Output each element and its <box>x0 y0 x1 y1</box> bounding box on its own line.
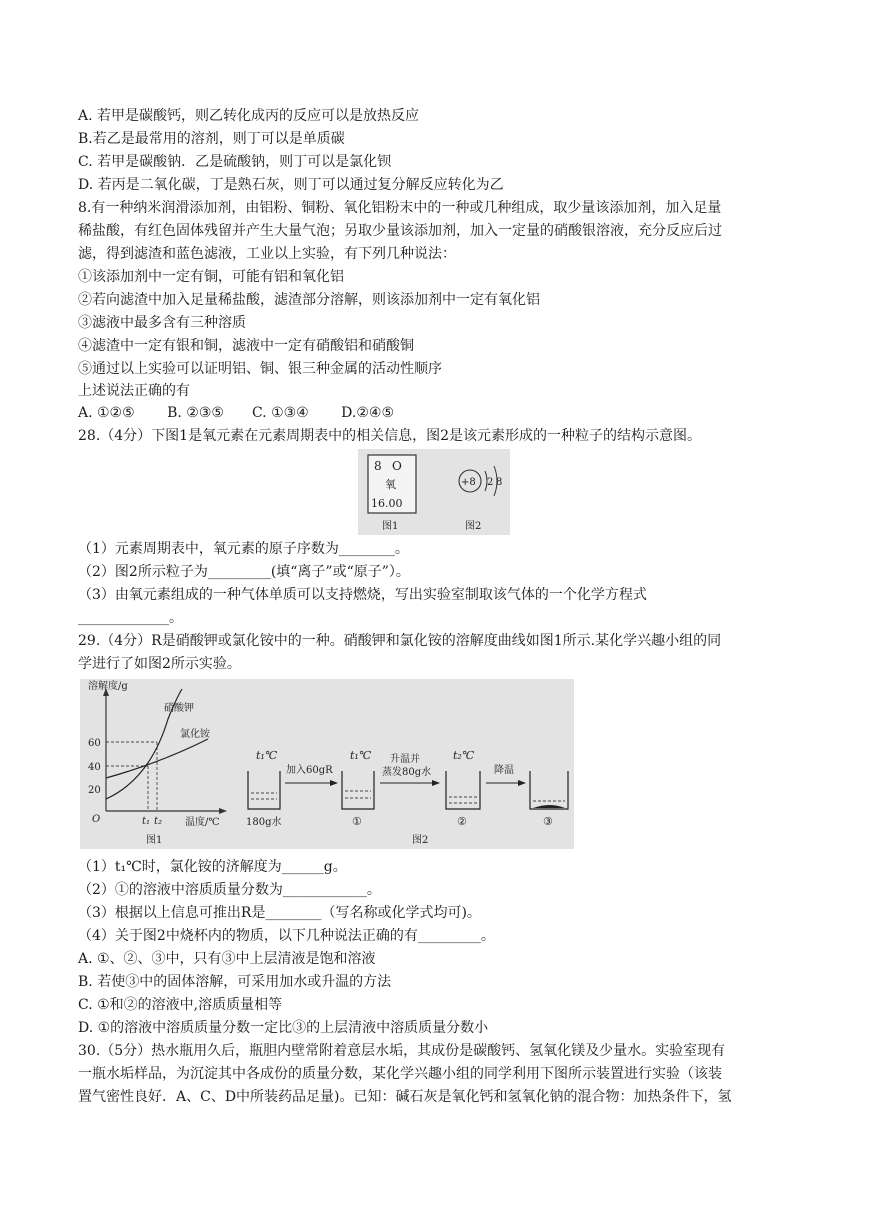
q8-stem-line1: 8.有一种纳米润滑添加剂，由铝粉、铜粉、氧化铝粉末中的一种或几种组成，取少量该添加剂，加入足量 <box>78 200 722 216</box>
q8-statement-2: ②若向滤渣中加入足量稀盐酸，滤渣部分溶解，则该添加剂中一定有氧化铝 <box>78 292 540 308</box>
q29-part1: （1）t₁℃时，氯化铵的济解度为______g。 <box>78 859 347 875</box>
q8-stem-line3: 滤，得到滤渣和蓝色滤液，工业以上实验，有下列几种说法： <box>78 246 456 262</box>
x-axis-arrow <box>219 808 227 814</box>
figure-1-caption: 图1 <box>146 835 163 846</box>
q7-option-d: D. 若丙是二氧化碳，丁是熟石灰，则丁可以通过复分解反应转化为乙 <box>78 177 504 193</box>
step-1-label: 加入60gR <box>286 765 333 776</box>
q29-part2: （2）①的溶液中溶质质量分数为____________。 <box>78 882 381 898</box>
x-axis-label: 温度/℃ <box>185 817 220 828</box>
q28-part2: （2）图2所示粒子为_________(填“离子”或“原子”）。 <box>78 564 410 580</box>
q29-option-d: D. ①的溶液中溶质质量分数一定比③的上层清液中溶质质量分数小 <box>78 1020 489 1036</box>
q30-line3: 置气密性良好．A、C、D中所装药品足量)。已知：碱石灰是氧化钙和氢氧化钠的混合物：加热条件下，氢 <box>78 1089 732 1105</box>
q7-option-c: C. 若甲是碳酸钠．乙是硫酸钠，则丁可以是氯化钡 <box>78 154 392 170</box>
figure-2-caption: 图2 <box>412 835 429 846</box>
shell-2-electrons: 8 <box>496 477 503 488</box>
temp-label-start: t₁℃ <box>256 749 278 762</box>
tick-t2: t₂ <box>154 816 163 827</box>
element-symbol: O <box>392 459 402 473</box>
q29-option-a: A. ①、②、③中，只有③中上层清液是饱和溶液 <box>78 951 376 967</box>
beaker-3-precipitate <box>533 805 565 808</box>
nucleus-charge: +8 <box>461 477 476 488</box>
y-axis-label: 溶解度/g <box>88 681 128 692</box>
q29-figure <box>80 679 574 849</box>
q28-stem: 28.（4分）下图1是氧元素在元素周期表中的相关信息，图2是该元素形成的一种粒子的结构示意图。 <box>78 428 701 444</box>
q8-statement-1: ①该添加剂中一定有铜，可能有铝和氧化铝 <box>78 269 344 285</box>
beaker-start <box>248 771 280 809</box>
figure-2-caption: 图2 <box>465 521 482 532</box>
temp-label-1: t₁℃ <box>350 749 372 762</box>
q30-line1: 30.（5分）热水瓶用久后，瓶胆内壁常附着意层水垢，其成份是碳酸钙、氢氧化镁及少量水。实验室现有 <box>78 1043 726 1059</box>
q28-part1: （1）元素周期表中，氧元素的原子序数为________。 <box>78 541 409 557</box>
q28-figure-svg <box>358 449 510 535</box>
q8-statement-5: ⑤通过以上实验可以证明铝、铜、银三种金属的活动性顺序 <box>78 361 442 377</box>
q7-option-b: B.若乙是最常用的溶剂，则丁可以是单质碳 <box>78 131 345 147</box>
beaker-3 <box>530 771 568 809</box>
beaker-start-label: 180g水 <box>246 817 282 828</box>
temp-label-2: t₂℃ <box>453 749 475 762</box>
q8-statement-3: ③滤液中最多含有三种溶质 <box>78 315 246 331</box>
step-2-label-b: 蒸发80g水 <box>382 767 432 778</box>
element-mass: 16.00 <box>371 497 403 510</box>
step-1-arrowhead <box>330 780 338 786</box>
q29-option-b: B. 若使③中的固体溶解，可采用加水或升温的方法 <box>78 974 392 990</box>
curve-2-label: 氯化铵 <box>180 729 210 740</box>
beaker-2-label: ② <box>457 815 467 828</box>
y-tick-60: 60 <box>88 738 101 749</box>
beaker-1 <box>342 771 374 809</box>
step-2-label-a: 升温并 <box>390 754 420 765</box>
beaker-3-label: ③ <box>543 815 553 828</box>
q29-stem-line2: 学进行了如图2所示实验。 <box>78 656 241 672</box>
q8-question: 上述说法正确的有 <box>78 383 190 399</box>
step-3-arrowhead <box>518 780 526 786</box>
element-name: 氧 <box>385 478 396 491</box>
element-number: 8 <box>374 459 382 473</box>
step-2-arrowhead <box>432 780 440 786</box>
q8-stem-line2: 稀盐酸，有红色固体残留并产生大量气泡；另取少量该添加剂，加入一定量的硝酸银溶液，充分反应后过 <box>78 223 722 239</box>
q29-part3: （3）根据以上信息可推出R是________（写名称或化学式均可)。 <box>78 905 481 921</box>
q28-part3-line1: （3）由氧元素组成的一种气体单质可以支持燃烧，写出实验室制取该气体的一个化学方程式 <box>78 587 647 603</box>
step-3-label: 降温 <box>494 765 514 776</box>
q8-statement-4: ④滤渣中一定有银和铜，滤液中一定有硝酸铝和硝酸铜 <box>78 338 414 354</box>
q8-options: A. ①②⑤ B. ②③⑤ C. ①③④ D.②④⑤ <box>78 405 394 421</box>
curve-1-label: 硝酸钾 <box>164 703 194 714</box>
q30-line2: 一瓶水垢样品，为沉淀其中各成份的质量分数，某化学兴趣小组的同学利用下图所示装置进行实验（该装 <box>78 1066 722 1082</box>
q7-option-a: A. 若甲是碳酸钙，则乙转化成丙的反应可以是放热反应 <box>78 108 420 124</box>
figure-1-caption: 图1 <box>382 521 399 532</box>
tick-t1: t₁ <box>142 816 151 827</box>
beaker-1-label: ① <box>352 815 362 828</box>
y-tick-20: 20 <box>88 785 101 796</box>
q29-option-c: C. ①和②的溶液中,溶质质量相等 <box>78 997 283 1013</box>
q29-part4: （4）关于图2中烧杯内的物质，以下几种说法正确的有_________。 <box>78 928 495 944</box>
origin-label: O <box>92 814 101 825</box>
shell-1-electrons: 2 <box>487 477 494 488</box>
q29-stem-line1: 29.（4分）R是硝酸钾或氯化铵中的一种。硝酸钾和氯化铵的溶解度曲线如图1所示.某化学兴趣小组的同 <box>78 633 722 649</box>
q28-figure <box>358 449 510 535</box>
q28-part3-line2: _____________。 <box>78 610 183 626</box>
y-tick-40: 40 <box>88 762 101 773</box>
q29-figure-svg <box>80 679 574 849</box>
